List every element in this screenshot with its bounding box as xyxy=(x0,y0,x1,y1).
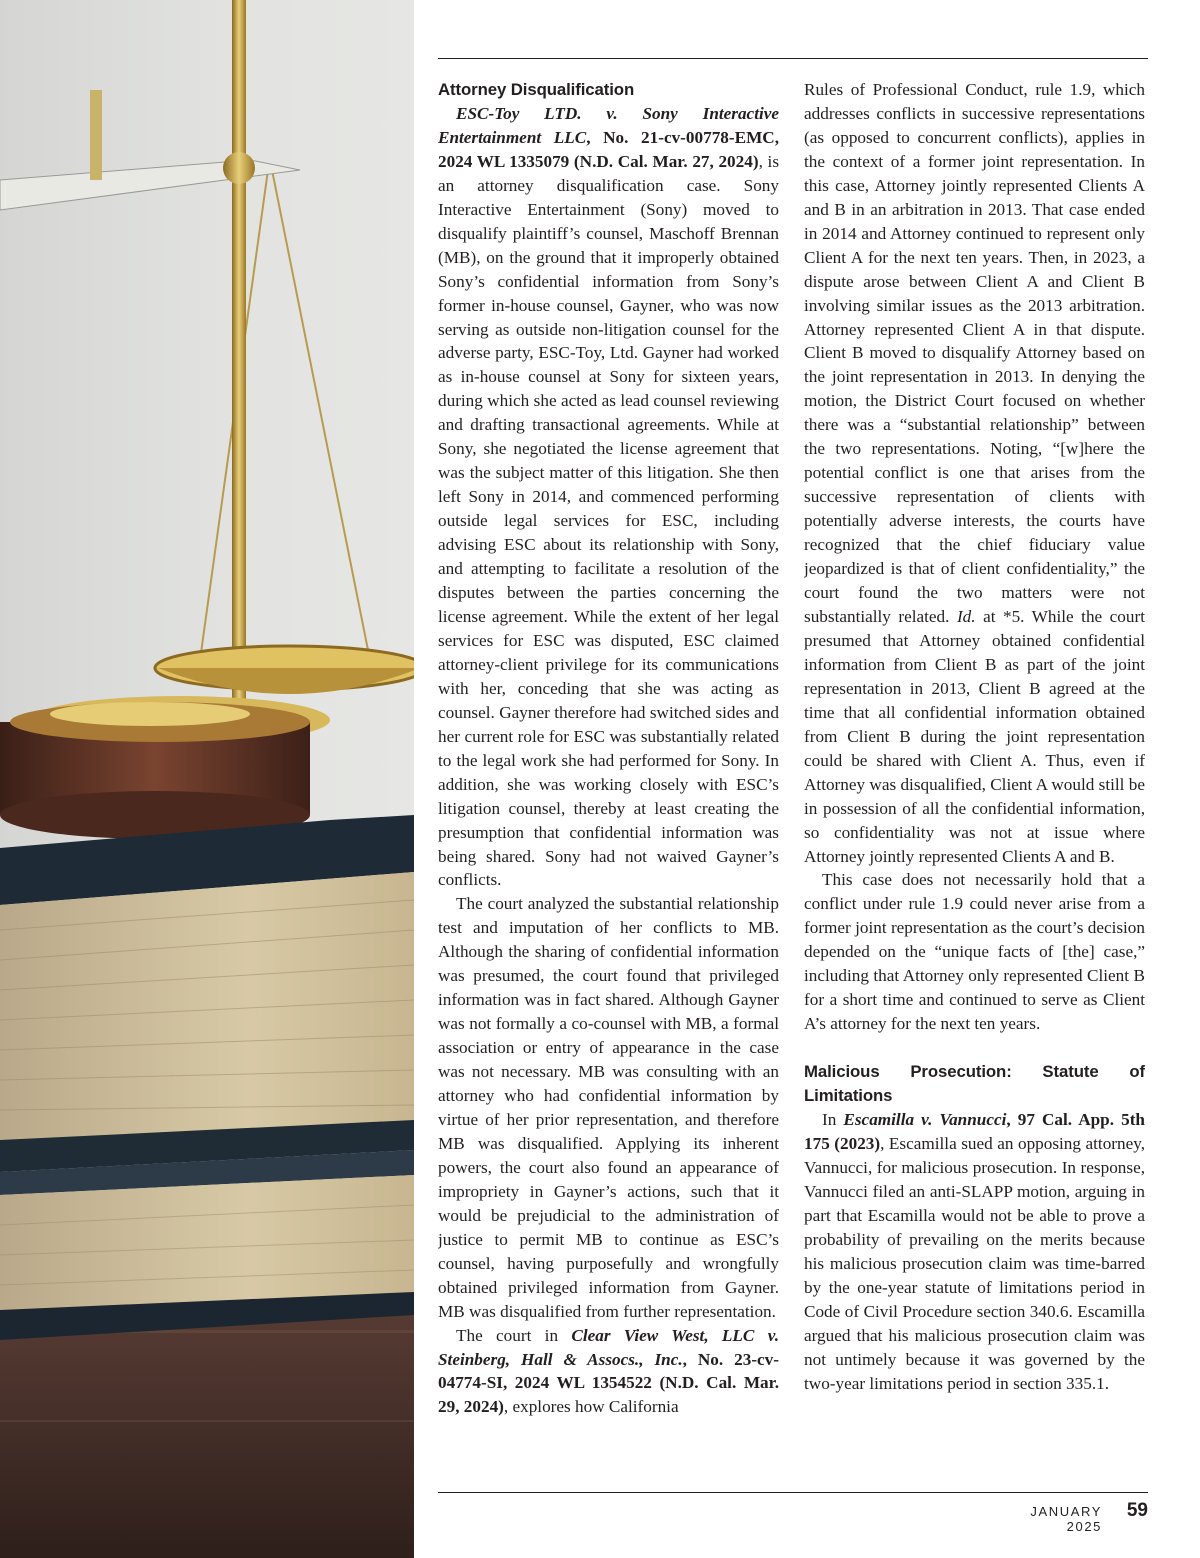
case-name: Clear View West, LLC v. Steinberg, Hall & Assocs., Inc. xyxy=(438,1325,779,1369)
section-heading-malicious-prosecution: Malicious Prosecution: Statute of Limitations xyxy=(804,1062,1145,1106)
page-number: 59 xyxy=(1126,1500,1148,1521)
right-column xyxy=(804,78,1145,1490)
case-citation: , 97 Cal. App. 5th 175 (2023) xyxy=(804,1110,1145,1153)
left-column xyxy=(438,78,779,1490)
paragraph-text: Rules of Professional Conduct, rule 1.9, which addresses conflicts in successive representations (as opposed to concurrent conflicts), applies in the context of a former joint representation. In this case, Attorney jointly represented Clients A and B in an arbitration in 2013. That case ended in 2014 and Attorney continued to represent only Client A for the next ten years. Then, in 2023, a dispute arose between Client A and Client B involving similar issues as the 2013 arbitration. Attorney represented Client A in that dispute. Client B moved to disqualify Attorney based on the joint representation in 2013. In denying the motion, the District Court focused on whether there was a “substantial relationship” between the two representations. Noting, “[w]here the potential conflict is one that arises from the successive representation of clients with potentially adverse interests, the courts have recognized that the chief fiduciary value jeopardized is that of client confidentiality,” the court found the two matters were not substantially related. xyxy=(804,80,1145,626)
paragraph-lead: The court in xyxy=(456,1325,572,1345)
paragraph-continued xyxy=(804,78,1145,868)
paragraph-court-analysis: The court analyzed the substantial relationship test and imputation of her conflicts to MB. Although the sharing of confidential information was presumed, the court found that privileged information was in fact shared. Although Gayner was not formally a co-counsel with MB, a formal association or entry of appearance in the case was not necessary. MB was consulting with an attorney who had confidential information by virtue of her prior representation, and therefore MB was disqualified. Applying its inherent powers, the court also found an appearance of impropriety in Gayner’s actions, such that it would be prejudicial to the administration of justice to permit MB to continue as ESC’s counsel, having purposefully and wrongfully obtained privileged information from Gayner. MB was disqualified from further representation. xyxy=(438,894,779,1321)
paragraph-text: , Escamilla sued an opposing attorney, Vannucci, for malicious prosecution. In response, Vannucci filed an anti-SLAPP motion, arguing in part that Escamilla would not be able to prove a probability of prevailing on the merits because his malicious prosecution claim was time-barred by the one-year statute of limitations period in Code of Civil Procedure section 340.6. Escamilla argued that his malicious prosecution claim was not untimely because it was governed by the two-year limitations period in section 335.1. xyxy=(804,1133,1145,1393)
paragraph-esc-toy xyxy=(438,102,779,892)
issue-date: JANUARY 2025 xyxy=(1030,1504,1102,1534)
bottom-rule xyxy=(438,1492,1148,1493)
paragraph-text: , is an attorney disqualification case. Sony Interactive Entertainment (Sony) moved to disqualify plaintiff’s counsel, Maschoff Brennan (MB), on the ground that it improperly obtained Sony’s confidential information from Sony’s former in-house counsel, Gayner, who was now serving as outside non-litigation counsel for the adverse party, ESC-Toy, Ltd. Gayner had worked as in-house counsel at Sony for sixteen years, during which she acted as lead counsel reviewing and drafting transactional agreements. While at Sony, she negotiated the license agreement that was the subject matter of this litigation. She then left Sony in 2014, and commenced performing outside legal services for ESC, including advising ESC about its relationship with Sony, and attempting to facilitate a resolution of the disputes between the parties concerning the license agreement. While the extent of her legal services for ESC was disputed, ESC claimed attorney-client privilege for its communications with her, conceding that she was acting as counsel. Gayner therefore had switched sides and her current role for ESC was substantially related to the legal work she had performed for Sony. In addition, she was working closely with ESC’s litigation counsel, thereby at least creating the presumption that confidential information was being shared. Sony had not waived Gayner’s conflicts. xyxy=(438,151,779,890)
cover-photo xyxy=(0,0,414,1558)
scales-and-books-illustration xyxy=(0,0,414,1558)
paragraph-rule-1-9: This case does not necessarily hold that a conflict under rule 1.9 could never arise from a former joint representation as the court’s decision depended on the “unique facts of [the] case,” including that Attorney only represented Client B for a short time and continued to serve as Client A’s attorney for the next ten years. xyxy=(804,870,1145,1034)
case-citation: , No. 23-cv-04774-SI, 2024 WL 1354522 (N.D. Cal. Mar. 29, 2024) xyxy=(438,1349,779,1417)
case-citation: , No. 21-cv-00778-EMC, 2024 WL 1335079 (N.D. Cal. Mar. 27, 2024) xyxy=(438,127,779,171)
case-name: ESC-Toy LTD. v. Sony Interactive Entertainment LLC xyxy=(438,103,779,147)
case-name: Escamilla v. Vannucci xyxy=(843,1110,1007,1130)
paragraph-lead: In xyxy=(822,1110,844,1130)
section-heading-attorney-disqualification: Attorney Disqualification xyxy=(438,80,635,99)
paragraph-clear-view xyxy=(438,1324,779,1420)
id-reference: Id. xyxy=(956,606,976,626)
top-rule xyxy=(438,58,1148,59)
paragraph-text: , explores how California xyxy=(503,1397,679,1417)
paragraph-escamilla xyxy=(804,1108,1145,1395)
paragraph-text: at *5. While the court presumed that Attorney obtained confidential information from Client B as part of the joint representation in 2013, Client B agreed at the time that all confidential information obtained from Client B during the joint representation could be shared with Client A. Thus, even if Attorney was disqualified, Client A would still be in possession of all the confidential information, so confidentiality was not at issue where Attorney jointly represented Clients A and B. xyxy=(804,606,1145,866)
